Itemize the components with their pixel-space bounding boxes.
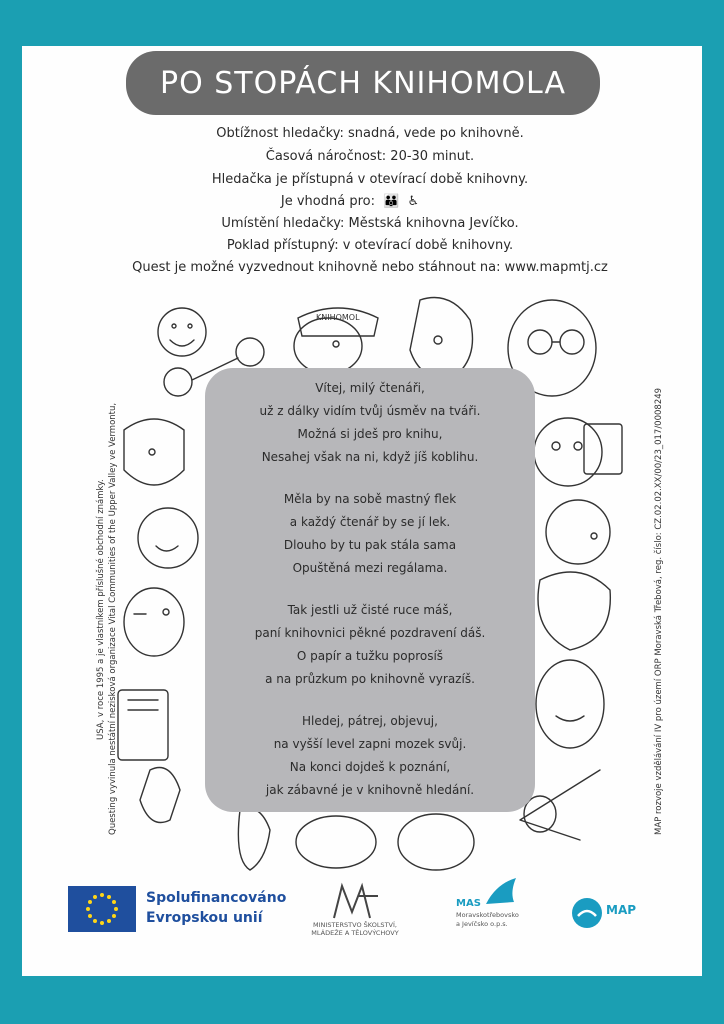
info-location: Umístění hledačky: Městská knihovna Jevíčko.	[221, 216, 519, 231]
info-treasure: Poklad přístupný: v otevírací době knihovny.	[226, 238, 514, 253]
info-suitable-label: Je vhodná pro:	[280, 194, 375, 209]
mas-title: MAS	[456, 898, 481, 909]
family-icon: 👪	[383, 194, 400, 209]
info-duration: Časová náročnost: 20-30 minut.	[265, 149, 475, 164]
poem-line-6: a každý čtenář by se jí lek.	[289, 515, 451, 529]
poem-line-10: paní knihovnici pěkné pozdravení dáš.	[254, 626, 486, 640]
poem-line-2: už z dálky vidím tvůj úsměv na tváři.	[259, 404, 481, 418]
poem-line-3: Možná si jdeš pro knihu,	[297, 427, 443, 441]
msmt-line2: MLÁDEŽE A TĚLOVÝCHOVY	[311, 929, 399, 937]
poem-line-9: Tak jestli už čisté ruce máš,	[287, 603, 453, 617]
poem-line-8: Opuštěná mezi regálama.	[292, 561, 448, 575]
left-note-line1: Questing vyvinula nestátní nezisková organizace Vital Communities of the Upper Valley ve Vermontu,	[108, 402, 118, 835]
poem-line-11: O papír a tužku poprosíš	[296, 649, 444, 663]
poster-title: PO STOPÁCH KNIHOMOLA	[126, 51, 600, 115]
poem-line-14: na vyšší level zapni mozek svůj.	[273, 737, 467, 751]
hat-text: KNIHOMOL	[316, 313, 360, 322]
hat-doodle-label	[316, 309, 396, 325]
info-access: Hledačka je přístupná v otevírací době knihovny.	[211, 172, 529, 187]
map-title: MAP	[606, 903, 637, 917]
right-note: MAP rozvoje vzdělávání IV pro území ORP Moravská Třebová, reg. číslo: CZ.02.02.XX/00/23_017/0008249	[654, 387, 664, 835]
eu-flag-icon	[68, 886, 136, 932]
msmt-logo-icon	[328, 882, 388, 922]
poem-line-7: Dlouho by tu pak stála sama	[283, 538, 457, 552]
map-logo-icon	[570, 896, 604, 930]
poem-line-4: Nesahej však na ni, když jíš koblihu.	[261, 450, 479, 464]
poem-line-15: Na konci dojdeš k poznání,	[289, 760, 451, 774]
poem-line-5: Měla by na sobě mastný flek	[283, 492, 457, 506]
poem-line-16: jak zábavné je v knihovně hledání.	[265, 783, 475, 797]
eu-logo-line2: Evropskou unií	[146, 910, 263, 926]
poem-line-13: Hledej, pátrej, objevuj,	[302, 714, 438, 728]
wheelchair-icon: ♿	[407, 194, 420, 209]
info-download: Quest je možné vyzvednout knihovně nebo stáhnout na: www.mapmtj.cz	[132, 260, 608, 275]
info-difficulty: Obtížnost hledačky: snadná, vede po knihovně.	[216, 126, 524, 141]
poem-line-12: a na průzkum po knihovně vyrazíš.	[265, 672, 475, 686]
poem-line-1: Vítej, milý čtenáři,	[315, 381, 425, 395]
msmt-line1: MINISTERSTVO ŠKOLSTVÍ,	[313, 921, 397, 929]
eu-logo-line1: Spolufinancováno	[146, 890, 287, 906]
mas-bird-icon	[482, 874, 522, 908]
mas-line2: a Jevíčsko o.p.s.	[456, 920, 508, 928]
left-note-line2: USA, v roce 1995 a je vlastníkem příslušné obchodní známky.	[96, 479, 106, 740]
mas-line1: Moravskotřebovsko	[456, 911, 519, 919]
